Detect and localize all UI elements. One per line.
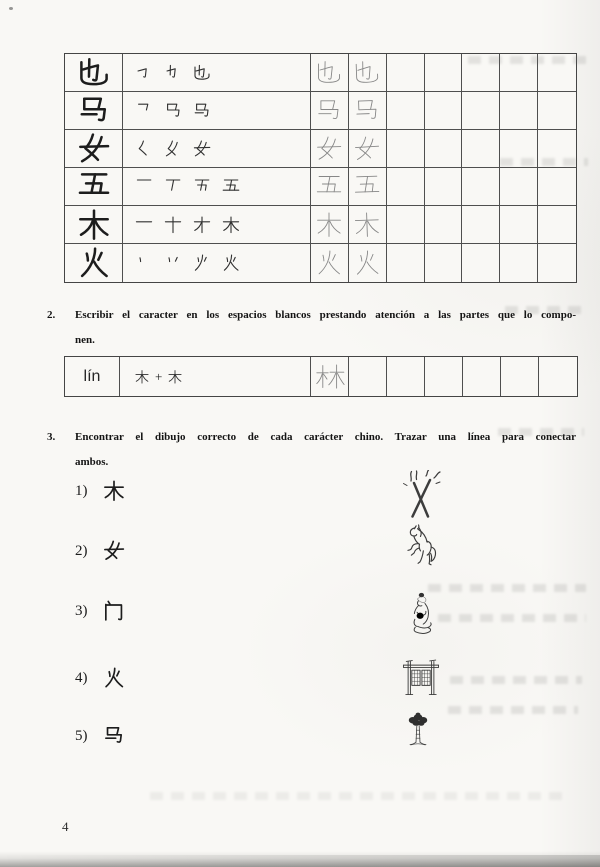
practice-cell — [387, 54, 425, 92]
stroke-order-cell — [123, 130, 311, 168]
cjk-glyph — [192, 139, 212, 159]
practice-cell — [425, 168, 463, 206]
practice-cell — [425, 92, 463, 130]
practice-cell — [387, 244, 425, 282]
practice-cell — [425, 206, 463, 244]
practice-cell — [539, 357, 577, 396]
bleed-through-text — [505, 306, 583, 314]
practice-cell — [501, 357, 539, 396]
item-label: 3) — [75, 602, 88, 619]
stroke-order-cell — [123, 54, 311, 92]
cjk-glyph — [192, 63, 212, 83]
character-cell — [65, 54, 123, 92]
practice-cell — [311, 206, 349, 244]
bleed-through-text — [438, 614, 586, 622]
cjk-glyph — [134, 369, 150, 385]
exercise3-number: 3. — [47, 431, 56, 443]
burning-sticks-drawing — [396, 470, 446, 520]
cjk-glyph — [163, 215, 183, 235]
practice-cell — [462, 130, 500, 168]
practice-cell — [425, 130, 463, 168]
character-cell — [65, 92, 123, 130]
matching-item — [75, 665, 126, 691]
practice-cell — [463, 357, 501, 396]
character-cell — [65, 168, 123, 206]
practice-cell — [538, 92, 576, 130]
cjk-glyph — [134, 139, 154, 159]
cjk-glyph — [134, 63, 154, 83]
horse-drawing — [396, 521, 444, 573]
practice-cell — [311, 244, 349, 282]
practice-cell — [387, 92, 425, 130]
cjk-glyph — [163, 101, 183, 121]
cjk-glyph — [352, 133, 383, 164]
tree-drawing — [398, 703, 438, 759]
practice-cell — [349, 206, 387, 244]
cjk-glyph — [314, 172, 344, 202]
cjk-glyph — [134, 215, 154, 235]
cjk-glyph — [221, 253, 241, 273]
composition-cell — [120, 357, 311, 396]
cjk-glyph — [221, 177, 241, 197]
practice-cell — [462, 244, 500, 282]
cjk-glyph — [134, 101, 154, 121]
practice-cell — [387, 168, 425, 206]
cjk-glyph — [314, 96, 344, 126]
cjk-glyph — [192, 253, 212, 273]
cjk-glyph — [221, 215, 241, 235]
exercise3-instruction-line1: Encontrar el dibujo correcto de cada carácter chino. Trazar una línea para conectar — [75, 431, 576, 443]
practice-cell — [311, 130, 349, 168]
stroke-order-cell — [123, 168, 311, 206]
exercise2-heading — [47, 303, 576, 353]
cjk-glyph — [76, 207, 112, 243]
cjk-glyph — [352, 209, 383, 240]
cjk-glyph — [314, 248, 344, 278]
practice-cell — [462, 206, 500, 244]
cjk-glyph — [352, 95, 383, 126]
practice-cell — [311, 92, 349, 130]
cjk-glyph — [102, 479, 126, 503]
cjk-glyph — [134, 253, 154, 273]
scan-speck — [9, 7, 13, 10]
practice-cell — [387, 206, 425, 244]
kneeling-woman-drawing — [399, 583, 443, 645]
cjk-glyph — [102, 599, 126, 623]
stroke-practice-table — [64, 53, 577, 283]
cjk-glyph — [163, 63, 183, 83]
bleed-through-text — [428, 584, 586, 592]
cjk-glyph — [352, 57, 383, 88]
item-label: 2) — [75, 542, 88, 559]
stroke-order-cell — [123, 244, 311, 282]
cjk-glyph — [192, 101, 212, 121]
composition-practice-table — [64, 356, 578, 397]
practice-cell — [462, 168, 500, 206]
cjk-glyph — [192, 215, 212, 235]
cjk-glyph — [315, 362, 345, 392]
matching-item — [75, 598, 126, 624]
cjk-glyph — [76, 245, 112, 281]
cjk-glyph — [352, 247, 383, 278]
practice-cell — [387, 130, 425, 168]
exercise3-heading — [47, 425, 576, 475]
practice-cell — [349, 92, 387, 130]
practice-cell — [500, 92, 538, 130]
item-label: 5) — [75, 727, 88, 744]
cjk-glyph — [167, 369, 183, 385]
practice-cell — [311, 168, 349, 206]
exercise3-instruction-line2: ambos. — [75, 456, 109, 468]
practice-cell — [349, 168, 387, 206]
cjk-glyph — [102, 724, 126, 748]
exercise2-instruction-line2: nen. — [75, 334, 95, 346]
page-number: 4 — [62, 819, 69, 834]
bleed-through-text — [498, 428, 584, 436]
cjk-glyph — [163, 177, 183, 197]
practice-cell — [311, 357, 349, 396]
scan-shadow-bottom-right — [0, 855, 600, 867]
cjk-glyph — [102, 539, 126, 563]
practice-cell — [425, 244, 463, 282]
bleed-through-text — [450, 676, 582, 684]
exercise2-instruction-line1: Escribir el caracter en los espacios blancos prestando atención a las partes que lo compo- — [75, 309, 576, 321]
stroke-order-cell — [123, 92, 311, 130]
cjk-glyph — [76, 93, 112, 129]
cjk-glyph — [352, 171, 383, 202]
character-cell — [65, 206, 123, 244]
cjk-glyph — [76, 55, 112, 91]
cjk-glyph — [102, 666, 126, 690]
practice-cell — [349, 357, 387, 396]
item-label: 4) — [75, 669, 88, 686]
matching-item — [75, 478, 126, 504]
matching-item — [75, 538, 126, 564]
practice-cell — [500, 168, 538, 206]
cjk-glyph — [76, 169, 112, 205]
pinyin-cell: lín — [65, 357, 120, 396]
practice-cell — [349, 54, 387, 92]
gate-drawing — [398, 654, 444, 702]
practice-cell — [538, 206, 576, 244]
practice-cell — [425, 54, 463, 92]
cjk-glyph — [76, 131, 112, 167]
cjk-glyph — [192, 177, 212, 197]
practice-cell — [500, 206, 538, 244]
bleed-through-text — [468, 56, 586, 64]
stroke-order-cell — [123, 206, 311, 244]
item-label: 1) — [75, 482, 88, 499]
cjk-glyph — [314, 210, 344, 240]
cjk-glyph — [314, 58, 344, 88]
cjk-glyph — [163, 253, 183, 273]
practice-cell — [538, 168, 576, 206]
plus-sign: + — [155, 368, 163, 384]
character-cell — [65, 130, 123, 168]
matching-item — [75, 723, 126, 749]
practice-cell — [425, 357, 463, 396]
practice-cell — [311, 54, 349, 92]
practice-cell — [349, 244, 387, 282]
bleed-through-text — [448, 706, 578, 714]
practice-cell — [387, 357, 425, 396]
practice-cell — [462, 92, 500, 130]
cjk-glyph — [163, 139, 183, 159]
practice-cell — [500, 244, 538, 282]
exercise2-number: 2. — [47, 309, 56, 321]
bleed-through-text — [150, 792, 570, 800]
character-cell — [65, 244, 123, 282]
practice-cell — [538, 244, 576, 282]
cjk-glyph — [134, 177, 154, 197]
practice-cell — [349, 130, 387, 168]
cjk-glyph — [314, 134, 344, 164]
bleed-through-text — [500, 158, 588, 166]
